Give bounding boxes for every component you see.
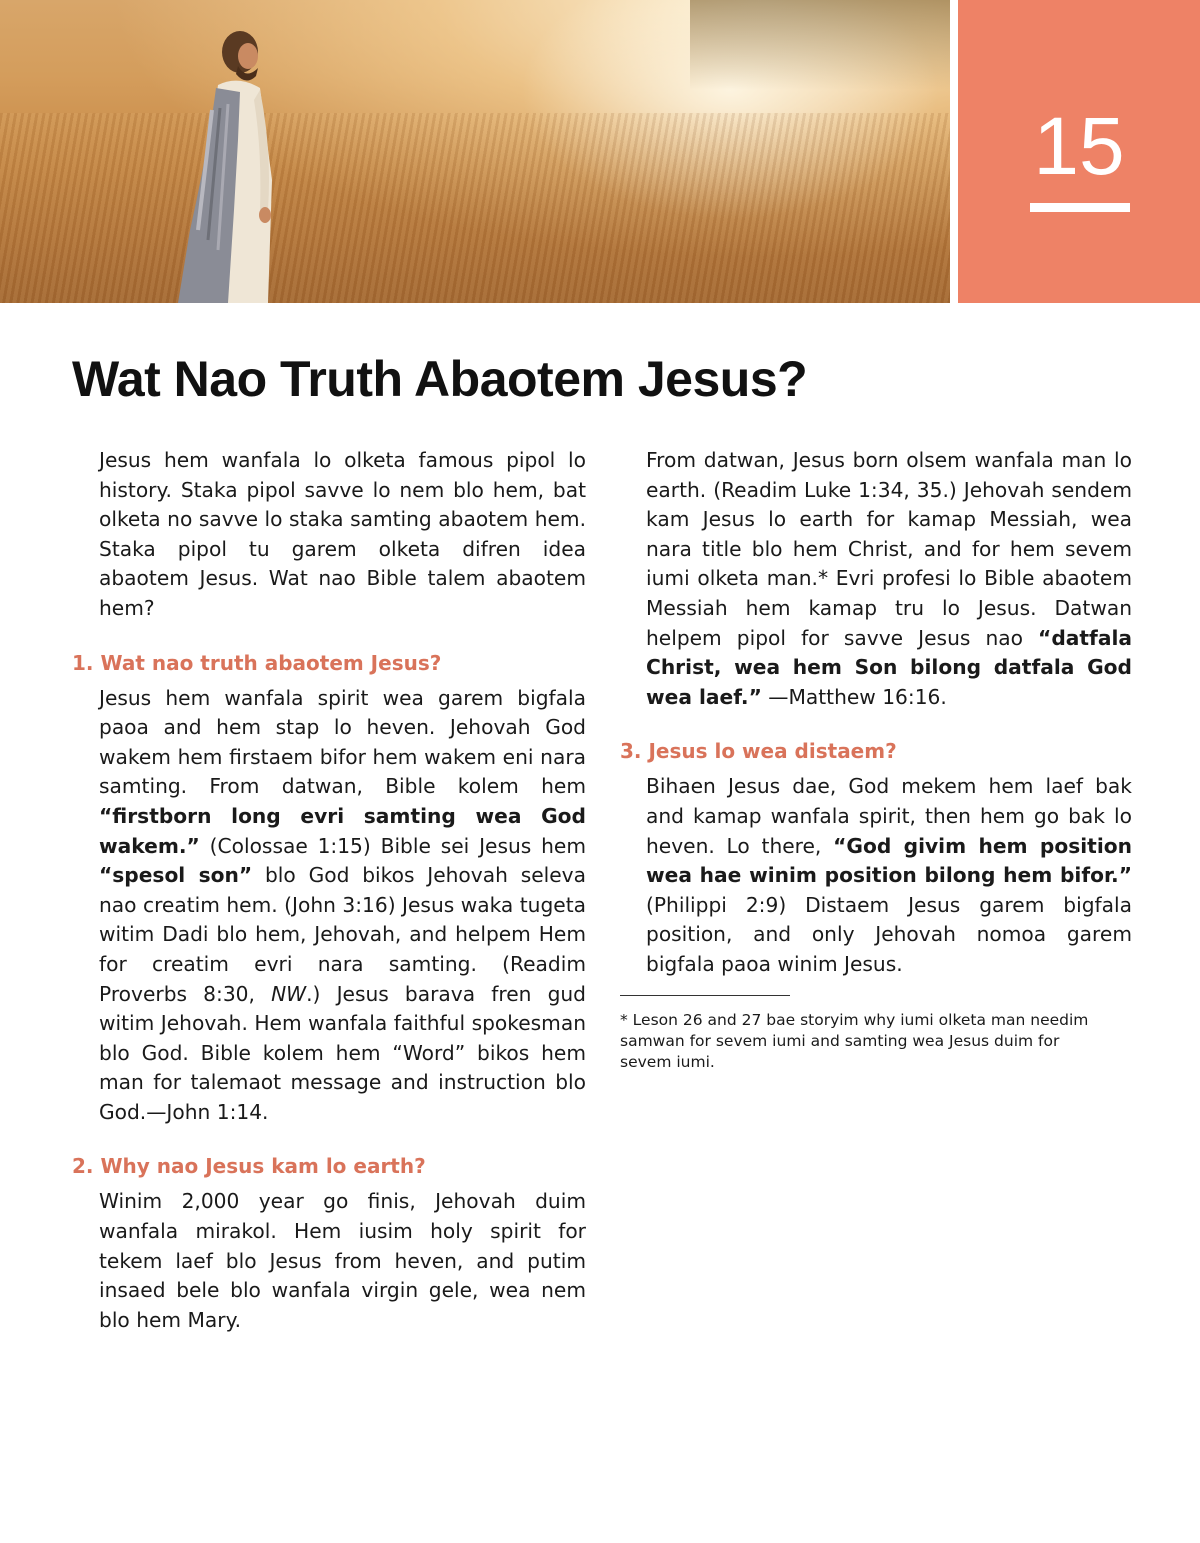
text: Bihaen Jesus dae, God mekem hem laef bak and kamap wanfala spirit, then hem go bak lo heven. Lo there, (646, 774, 1132, 858)
text: (Colossae 1:15) Bible sei Jesus hem (199, 833, 586, 858)
intro-paragraph: Jesus hem wanfala lo olketa famous pipol lo history. Staka pipol savve lo nem blo hem, bat olketa no savve lo staka samting abaotem hem. Staka pipol tu garem olketa difren idea abaotem Jesus. Wat nao Bible talem abaotem hem? (99, 448, 586, 620)
footnote-divider (620, 995, 790, 996)
text: —Matthew 16:16. (761, 684, 947, 709)
text: Jesus hem wanfala spirit wea garem bigfala paoa and hem stap lo heven. Jehovah God wakem hem firstaem bifor hem wakem eni nara samting. From datwan, Bible kolem hem (99, 685, 586, 799)
text: From datwan, Jesus born olsem wanfala man lo earth. (Readim Luke 1:34, 35.) Jehovah sendem kam Jesus lo earth for kamap Messiah, wea nara title blo hem Christ, and for hem sevem iumi olketa man.* Evri profesi lo Bible abaotem Messiah hem kamap tru lo Jesus. Datwan helpem pipol for savve Jesus nao (646, 448, 1132, 650)
italic-abbrev: NW (271, 981, 307, 1006)
bold-quote: “God givim hem position wea hae winim position bilong hem bifor.” (646, 833, 1132, 888)
question-1: 1. Wat nao truth abaotem Jesus? (72, 650, 442, 675)
background-trees (690, 0, 950, 90)
footnote: * Leson 26 and 27 bae storyim why iumi olketa man needim samwan for sevem iumi and samting wea Jesus duim for sevem iumi. (620, 1010, 1089, 1071)
chapter-number-box (958, 0, 1200, 303)
bold-quote: “spesol son” (99, 863, 253, 888)
section-2-paragraph-part2 (620, 446, 1132, 712)
header-image (0, 0, 950, 303)
page-title: Wat Nao Truth Abaotem Jesus? (72, 351, 808, 407)
jesus-walking-in-field-image (168, 30, 288, 303)
bold-quote: “datfala Christ, wea hem Son bilong datfala God wea laef.” (646, 625, 1132, 709)
text: .) Jesus barava fren gud witim Jehovah. Hem wanfala faithful spokesman blo God. Bible kolem hem “Word” bikos hem man for talemaot message and instruction blo God.—John 1:14. (99, 981, 586, 1124)
section-3-paragraph (620, 772, 1132, 979)
section-2-paragraph-part1: Winim 2,000 year go finis, Jehovah duim wanfala mirakol. Hem iusim holy spirit for tekem laef blo Jesus from heven, and putim insaed bele blo wanfala virgin gele, wea nem blo hem Mary. (99, 1189, 586, 1332)
right-column (620, 446, 1132, 1073)
chapter-number: 15 (1033, 101, 1125, 192)
section-1-paragraph (72, 684, 586, 1128)
text: (Philippi 2:9) Distaem Jesus garem bigfala position, and only Jehovah nomoa garem bigfala paoa winim Jesus. (646, 892, 1132, 976)
left-column (72, 446, 586, 1335)
chapter-underline (1030, 203, 1130, 212)
grass-field (0, 113, 950, 303)
bold-quote: “firstborn long evri samting wea God wakem.” (99, 803, 586, 858)
text: blo God bikos Jehovah seleva nao creatim hem. (John 3:16) Jesus waka tugeta witim Dadi blo hem, Jehovah, and helpem Hem for creatim evri nara samting. (Readim Proverbs 8:30, (99, 863, 586, 1006)
question-2: 2. Why nao Jesus kam lo earth? (72, 1154, 426, 1179)
question-3: 3. Jesus lo wea distaem? (620, 739, 897, 764)
